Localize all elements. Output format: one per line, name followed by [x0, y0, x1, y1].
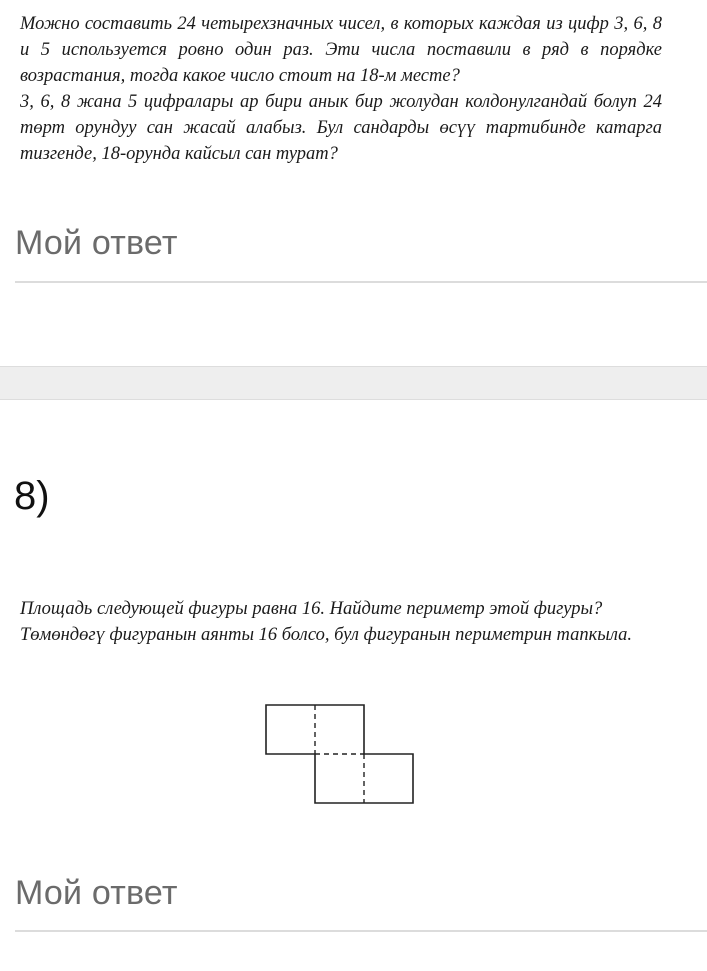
question-8-answer-label: Мой ответ: [15, 874, 178, 912]
section-divider: [0, 366, 707, 400]
figure-outline: [266, 705, 413, 803]
question-7-text-ru: Можно составить 24 четырехзначных чисел, в которых каждая из цифр 3, 6, 8 и 5 используется ровно один раз. Эти числа поставили в ряд в порядке возрастания, тогда какое число стоит на 18-м месте?: [20, 14, 662, 86]
question-8-text-ky: Төмөндөгү фигуранын аянты 16 болсо, бул фигуранын периметрин тапкыла.: [20, 625, 632, 645]
question-7-answer-label: Мой ответ: [15, 224, 178, 262]
question-8-text-ru: Площадь следующей фигуры равна 16. Найдите периметр этой фигуры?: [20, 599, 603, 619]
question-8-figure: [262, 702, 418, 808]
question-7-text: [20, 11, 662, 167]
question-8-text: [20, 596, 662, 648]
question-8-number: 8): [14, 474, 50, 518]
question-8-answer-input[interactable]: [15, 930, 707, 932]
question-7-text-ky: 3, 6, 8 жана 5 цифралары ар бири анык бир жолудан колдонулгандай болуп 24 төрт орундуу сан жасай алабыз. Бул сандарды өсүү тартибинде катарга тизгенде, 18-орунда кайсыл сан турат?: [20, 92, 662, 164]
question-7-answer-input[interactable]: [15, 281, 707, 283]
